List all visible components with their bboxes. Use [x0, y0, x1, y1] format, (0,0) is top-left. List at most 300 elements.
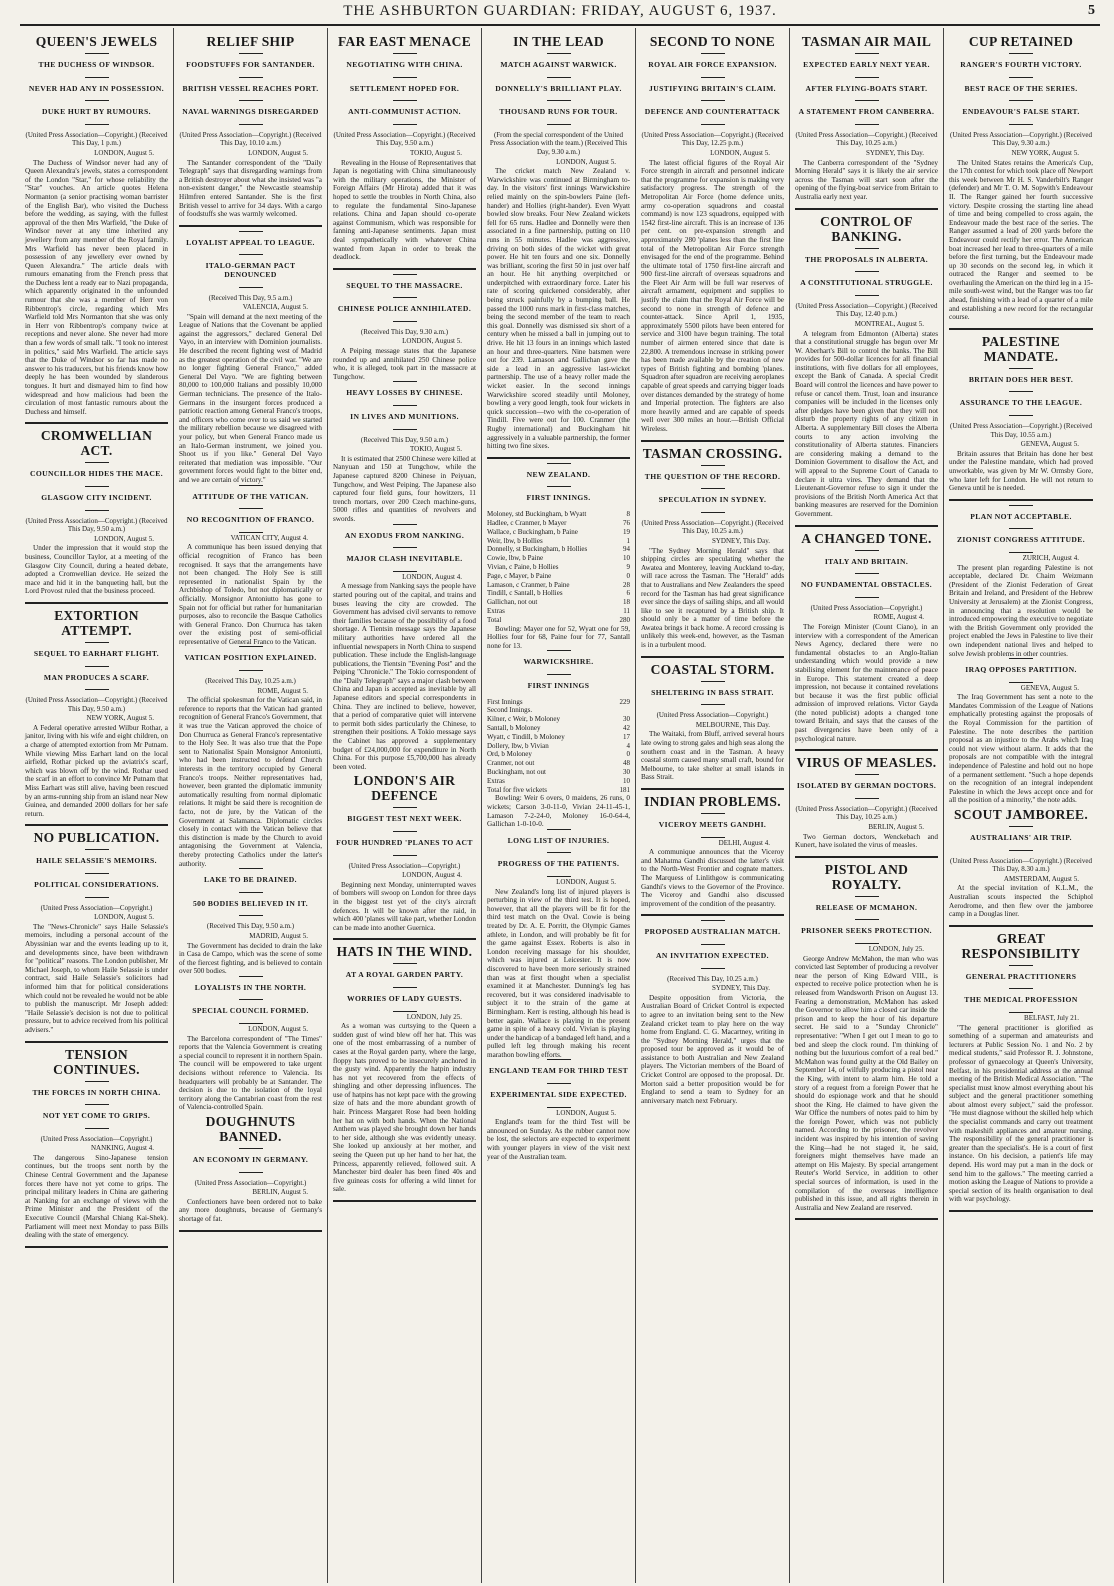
headline: QUEEN'S JEWELS [35, 34, 158, 49]
score-row [487, 607, 630, 616]
scoreboard-title: FIRST INNINGS. [526, 493, 591, 503]
headline: TASMAN CROSSING. [642, 445, 783, 461]
batsman: Weir, lbw, b Hollies [487, 536, 543, 545]
separator-rule [701, 704, 725, 705]
article-body: The cricket match New Zealand v. Warwickshire was continued at Birmingham to-day. In the visitors' first innings Warwickshire relied mainly on the spin-bowlers Paine (left-hander) and Hollies (right-hander). Even Wyatt bowled slow breaks. Four New Zealand wickets fell for 65 runs. Hadlee and Donnelly were then associated in a fine partnership, putting on 110 runs in 55 minutes. Hadlee was aggressive, driving on both sides of the wicket with great power. He hit ten fours and one six. Donnelly was brilliant, scoring the first 50 in just over half an hour. He hit anything overpitched or underpitched with extraordinary force. Later his rate of scoring quickened considerably, after being struck painfully by a bumping ball. He passed the 1000 runs mark in first-class matches, being the second member of the team to reach this goal. Donnelly was dismissed six short of a century when he missed a ball in jumping out to drive. He hit 13 fours in an innings which lasted an hour and three-quarters. Nine batsmen were out for 239. Lamason and Gallichan gave the side a lead in an aggressive last-wicket partnership. The use of a heavy roller made the wicket easier. In the second innings Warwickshire scored steadily until Moloney, bowling a very good length, took four wickets in quick succession—two with the co-operation of Tindill. Five were out for 100. Cranmer (the Rugby international) and Buckingham hit aggressively in a valuable partnership, the former hitting two fine sixes. [487, 167, 630, 451]
subheadline: NEW ZEALAND. [526, 469, 591, 479]
subheadline: LOYALISTS IN THE NORTH. [194, 982, 307, 992]
headline: NO PUBLICATION. [33, 830, 160, 846]
subheadline: JUSTIFYING BRITAIN'S CLAIM. [649, 83, 776, 93]
article [949, 931, 1093, 1212]
wire-credit: (United Press Association—Copyright.) [194, 1178, 307, 1187]
dateline: LONDON, August 5. [94, 913, 154, 922]
score-row [487, 706, 630, 715]
article-body: Under the impression that it would stop the business, Councillor Taylor, at a meeting of the Glasgow City Council, during a heated debate, adopted a Cromwellian device. He seized the mace and hid it in the banqueting hall, but the Lord Provost ruled that the business proceed. [25, 544, 168, 596]
headline: VIRUS OF MEASLES. [796, 755, 937, 771]
runs: 6 [626, 589, 630, 598]
dateline: TOKIO, August 5. [410, 148, 462, 157]
separator-rule [1009, 100, 1033, 101]
article-body: At the special invitation of K.L.M., the Australian scouts inspected the Schiphol Aerodrome, and then flew over the jamboree camp in a Douglas liner. [949, 884, 1093, 919]
separator-rule [855, 124, 879, 125]
subheadline: LOYALIST APPEAL TO LEAGUE. [186, 237, 315, 247]
separator-rule [855, 597, 879, 598]
subheadline: A CONSTITUTIONAL STRUGGLE. [800, 278, 933, 288]
separator-rule [855, 271, 879, 272]
dateline: AMSTERDAM, August 5. [1003, 874, 1079, 883]
separator-rule [855, 896, 879, 897]
article-body: The Foreign Minister (Count Ciano), in an interview with a correspondent of the American News Agency, declared there were no fundamental obstacles to an Anglo-Italian understanding which would provide a new stabilising element for the maintenance of peace in Europe. This statement created a deep impression, not because it contained revelations but because it was the first public official admission of improved relations. Victor Gayda (the noted publicist) adopts a changed tone toward Britain, and says that the causes of the past divergencies have been only of a psychological nature. [795, 622, 938, 743]
dateline: LONDON, August 4. [402, 871, 462, 880]
wire-credit: (United Press Association—Copyright.) (Received This Day, 10.10 a.m.) [179, 130, 322, 148]
subheadline: NO RECOGNITION OF FRANCO. [186, 515, 315, 525]
article [179, 1114, 322, 1232]
subheadline: ITALO-GERMAN PACT DENOUNCED [205, 261, 296, 279]
separator-rule [701, 488, 725, 489]
story-divider [641, 914, 784, 916]
separator-rule [85, 689, 109, 690]
score-row [487, 563, 630, 572]
separator-rule [393, 124, 417, 125]
separator-rule [85, 124, 109, 125]
subheadline: ISOLATED BY GERMAN DOCTORS. [796, 781, 937, 791]
article-body: The official spokesman for the Vatican said, in reference to reports that the Vatican had granted recognition of General Franco's Government, that it was true the Vatican approved the choice of Don Churruca as General Franco's representative to the Holy See. It was also true that the Pope sent to Nationalist Spain Monsignor Antoniutti, who had been instructed to defend Church interests in the territory occupied by General Franco's troops. Neither representatives had, however, been granted the diplomatic immunity automatically resulting from normal diplomatic relations. It might be said there is recognition de facto, not de jure, by the Vatican of the Government at Salamanca. Diplomatic circles closely in contact with the Vatican believe that this distinction is made by the Church to avoid antagonising the Government at Valencia, thereby protecting Catholics under the latter's authority. [179, 696, 323, 868]
score-row [487, 537, 630, 546]
subheadline: THE DUCHESS OF WINDSOR. [38, 60, 155, 69]
subheadline: ITALY AND BRITAIN. [824, 556, 909, 566]
subheadline: ZIONIST CONGRESS ATTITUDE. [956, 535, 1086, 545]
article [179, 485, 322, 647]
article-body: A communique announces that the Viceroy and Mahatma Gandhi discussed the latter's visit to the North-West Frontier and cognate matters. The Marquess of Linlithgow is communicating Gandhi's views to the Governor of the Province. The Viceroy and Gandhi also discussed improvement of the condition of the peasantry. [641, 848, 784, 908]
subheadline: PLAN NOT ACCEPTABLE. [970, 511, 1072, 521]
batsman: Cranmer, not out [487, 759, 535, 768]
separator-rule [701, 77, 725, 78]
score-row [487, 724, 630, 733]
article [25, 1047, 168, 1248]
dateline: LONDON, August 5. [556, 157, 616, 166]
dateline: SYDNEY, This Day. [865, 148, 924, 157]
separator-rule [855, 248, 879, 249]
story-divider [795, 856, 938, 858]
separator-rule [239, 124, 263, 125]
dateline: ZURICH, August 4. [1022, 553, 1079, 562]
article-body: A telegram from Edmonton (Alberta) states that a constitutional struggle has begun over Mr W. Aberhart's Bill to control the banks. The Bill provides for 500-dollar licences for all financial institutions, with five dollars for all employees, except the Bank of Canada. A special Credit Board will control the licences and have power to refuse or cancel them. Trust, loan and insurance companies will be included in the licenses only after pledges have been given that they will not disturb the property rights of any citizen in Alberta. A supplementary Bill closes the Alberta courts to any action involving the constitutionality of Alberta statutes. Financiers are considering making a demand to the Dominion Government to disallow the Act, and will appeal to the Supreme Court of Canada to declare it ultra vires. They demand that the Lieutenant-Governor refuse to sign it under the provisions of the British North America Act that banking measures are reserved for the Dominion Government. [795, 329, 938, 518]
separator-rule [701, 944, 725, 945]
separator-rule [701, 512, 725, 513]
dateline: MELBOURNE, This Day. [695, 720, 770, 729]
subheadline: NEVER HAD ANY IN POSSESSION. [28, 83, 165, 93]
separator-rule [239, 532, 263, 533]
story-divider [25, 422, 168, 424]
subheadline: THOUSAND RUNS FOR TOUR. [499, 107, 618, 117]
subheadline: BEST RACE OF THE SERIES. [964, 83, 1078, 93]
article [333, 944, 476, 1202]
subheadline: BRITAIN DOES HER BEST. [968, 374, 1074, 384]
separator-rule [393, 1011, 417, 1012]
article-body: The latest official figures of the Royal Air Force strength in aircraft and personnel indicate that the programme for expansion is making very satisfactory progress. The strength of the Metropolitan Air Force (home defence units, army co-operation squadrons and coastal command) is now 123 squadrons, equipped with 1542 first-line aircraft. This is an increase of 136 per cent. on pre-expansion strength and approximately 280 'planes less than the first line total of the Metropolitan Air Force strength envisaged for the end of the programme. Behind the ultimate total of 1750 first-line aircraft and 900 first-line aircraft of overseas squadrons and the Fleet Air Arm will be full war reserves of aircraft armament, equipment and supplies to justify the claim that the Royal Air Force will be second to none in strength of defence and counter-attack. Since April 1, 1935, approximately 5500 pilots have been entered for service and 3100 have begun training. The total number of airmen entered since that date is 22,800. A tremendous increase in striking power has been made available by the creation of new types of British fighting and bombing 'planes. Squadron after squadron are receiving aeroplanes capable of great speeds and carrying bigger loads over distances demanded by the strategy of home and Imperial protection. The fighters are also more heavily armed and are capable of speeds well over 300 miles an hour.—British Official Wireless. [641, 158, 784, 433]
separator-rule [1009, 77, 1033, 78]
subheadline: ROYAL AIR FORCE EXPANSION. [648, 60, 777, 69]
story-divider [949, 499, 1093, 501]
score-row [487, 589, 630, 598]
scoreboard-title: FIRST INNINGS [527, 680, 590, 690]
subheadline: FOUR HUNDRED 'PLANES TO ACT [336, 838, 473, 847]
dateline: SYDNEY, This Day. [711, 984, 770, 993]
subheadline: THE FORCES IN NORTH CHINA. [32, 1087, 161, 1097]
separator-rule [855, 100, 879, 101]
article-body: New Zealand's long list of injured players is perturbing in view of the third test. It is hoped, however, that all the players will be fit for the third test match on the Oval. Cowie is being treated by Dr. A. E. Porritt, the Olympic Games athlete, in London, and will probably be fit for the game against Essex. Roberts is also in London receiving massage for his shoulder, which was injured at Leicester. It is now discovered to have been more seriously strained than was at first thought when a specialist examined it at Manchester. Dunning's leg has recovered, but it was considered inadvisable to subject it to the strain of the game at Birmingham. Kerr is resting, although his head is better again. Wallace is playing in the present game in spite of a heavy cold. Vivian is playing under the handicap of a bandaged left hand, and a pulled left leg through making his recent marathon bowling efforts. [487, 887, 630, 1059]
story-divider [949, 328, 1093, 330]
article-body: The Duchess of Windsor never had any of Queen Alexandra's jewels, states a correspondent of the London "Star," for whose reliability the "Star" vouches. An article quotes Helena Normanton (a senior practising woman barrister of the English Bar), who visited the Duchess before the wedding, as saying, with the fullest approval of the then Mrs Warfield, "the Duke of Windsor never at any time inherited any jewellery from any member of the Royal family. Mrs Warfield has never been placed in possession of any jewellery ever owned by Queen Alexandra." The article deals with rumours emanating from the French press that the Duchess lent a ready ear to Nazi propaganda, which apparently originated in the unfounded rumour that she was a member of Herr von Ribbentrop's circle, regarding which Mrs Warfield told Mrs Normanton that she was only in Herr von Ribbentrop's company twice at receptions and never alone. She never had more than a few words of small talk. "I took no interest in politics," said Mrs Warfield. The article says that the Duke of Windsor so far has made no answer to his traducers, but his friends know how deeply he has been wounded by slanderous tongues. It hurt and dismayed him to find how widespread and how malicious had been the circulation of most fantastic rumours about the Duchess and himself. [25, 158, 168, 416]
runs: 76 [623, 518, 630, 527]
separator-rule [239, 485, 263, 486]
article-body: As a woman was curtsying to the Queen a sudden gust of wind blew off her hat. This was one of the most embarrassing of a number of cases at the Royal garden party, where the large, floppy hats proved to be insecurely anchored in the gusty wind. Apparently the hatpin industry has not yet recovered from the effects of shingling and other depressing influences. The use of hatpins has not kept pace with the growing size of hats and the more abundant growth of hair. Princess Margaret Rose had been holding her hat on with both hands. When the National Anthem was played she brought down her hands to her side, although she was evidently uneasy. She looked up anxiously at her mother, and seeing the Queen put up her hand to her hat, the Princess, apparently relieved, followed suit. A Manchester bird dealer has been fined 40s and five guineas costs for offering a wild linnet for sale. [333, 1022, 476, 1194]
runs: 0 [626, 750, 630, 759]
runs: 18 [623, 598, 630, 607]
runs: 4 [626, 741, 630, 750]
separator-rule [701, 124, 725, 125]
headline: TENSION CONTINUES. [53, 1046, 140, 1077]
separator-rule [239, 1172, 263, 1173]
score-row [487, 777, 630, 786]
separator-rule [547, 1059, 571, 1060]
score-row [487, 759, 630, 768]
batsman: Dollery, lbw, b Vivian [487, 741, 549, 750]
page-number: 5 [1088, 3, 1096, 18]
dateline: BERLIN, August 5. [252, 1188, 308, 1197]
wire-credit: (United Press Association—Copyright.) (Received This Day, 1 p.m.) [25, 130, 168, 148]
dateline: LONDON, August 5. [556, 1108, 616, 1117]
separator-rule [1009, 528, 1033, 529]
score-row [487, 616, 630, 625]
score-row [487, 519, 630, 528]
batsman: Page, c Mayer, b Paine [487, 571, 552, 580]
separator-rule [239, 976, 263, 977]
article [179, 646, 322, 868]
batsman: Cowie, lbw, b Paine [487, 554, 544, 563]
subheadline: SPECULATION IN SYDNEY. [658, 495, 767, 505]
dateline: NEW YORK, August 5. [1011, 148, 1079, 157]
batsman: Santall, b Moloney [487, 724, 541, 733]
subheadline: LAKE TO BE DRAINED. [204, 875, 297, 885]
score-row [487, 510, 630, 519]
score-row [487, 698, 630, 707]
article-body: The present plan regarding Palestine is not acceptable, declared Dr. Chaim Weizmann (President of the Zionist Federation of Great Britain and Ireland, and President of the Hebrew University at Jerusalem) at the Zionist Congress, in announcing that a resolution would be introduced empowering the executive to negotiate with the British Government only provided the project enabled the Jews in Palestine to live their own independent national lives and helped to solve Jewish problems in other countries. [949, 563, 1093, 658]
separator-rule [393, 547, 417, 548]
separator-rule [547, 77, 571, 78]
article-body: George Andrew McMahon, the man who was convicted last September of producing a revolver near the person of King Edward VIII., is expected to receive police protection when he is released from Wandsworth Prison on August 13. Fearing a demonstration, McMahon has asked the Governor to allow him a closed car inside the prison and to keep the hour of his departure secret. He said to a "Sunday Chronicle" representative: "When I get out I mean to go to bed and sleep the clock round. I'm thinking of nothing but the luxurious comfort of a real bed." McMahon was found guilty at the Old Bailey on September 14, of wilfully producing a pistol near the King, with intent to alarm him. He told a story of a request from a foreign Power that he should do espionage work and that he should shoot the King. He claimed to have given the War Office the numbers of notes paid to him by the foreign Power, which was not publicly named. According to the prisoner, the revolver incident was inspired by his intention of saving the King—had he not staged it, he said, foreigners might themselves have made an attempt on His Majesty. By special arrangement Reuter's World Service, in addition to other special sources of information, is used in the compilation of the overseas intelligence published in this issue, and all rights therein in Australia and New Zealand are reserved. [795, 954, 938, 1212]
separator-rule [393, 53, 417, 54]
article-body: A message from Nanking says the people have started pouring out of the capital, and trains and buses leaving the city are crowded. The Government has advised civil servants to remove their families because of the possibility of a food shortage. A Tientsin message says the Japanese military authorities have ordered all the influential newspapers in North China to suspend publication. These include the English-language publications, the Tientsin "Evening Post" and the Peiping "Chronicle." The Tokio correspondent of the "Daily Telegraph" says a major clash between China and Japan is accepted as inevitable by all Japanese editors and special correspondents in China. They are inclined to believe, however, that a period of comparative quiet will intervene to permit both sides particularly the Chinese, to strengthen their positions. A Tokio message says the Cabinet has approved a supplementary budget of £24,000,000 for expenditure in North China. For this purpose £5,700,000 has already been voted. [333, 582, 476, 771]
subheadline: MAJOR CLASH INEVITABLE. [346, 554, 463, 564]
runs: 17 [623, 732, 630, 741]
separator-rule [855, 943, 879, 944]
dateline: GENEVA, August 5. [1020, 440, 1079, 449]
dateline: TOKIO, August 5. [410, 445, 462, 454]
story-divider [333, 268, 476, 270]
headline: CONTROL OF BANKING. [820, 213, 913, 244]
wire-credit: (United Press Association—Copyright.) (Received This Day, 12.40 p.m.) [795, 301, 938, 319]
subheadline: PROGRESS OF THE PATIENTS. [497, 859, 620, 869]
separator-rule [701, 813, 725, 814]
score-row [487, 545, 630, 554]
dateline: BELFAST, July 21. [1024, 1013, 1079, 1022]
headline: SCOUT JAMBOREE. [953, 807, 1089, 822]
separator-rule [393, 100, 417, 101]
subheadline: WARWICKSHIRE. [523, 657, 594, 667]
separator-rule [393, 297, 417, 298]
story-divider [333, 938, 476, 940]
article-body: "The general practitioner is glorified as something of a superman and amateurists and lecturers at Public Session No. 1 and No. 2 by medical students," said Professor R. J. Johnstone, professor of gynaecology at Queen's University, Belfast, in his presidential address at the annual meeting of the British Medical Association. "The specialist must know almost everything about his subject and the general practitioner something about almost every subject," said the professor. "He must diagnose without the skilled help which the specialist commands and carry out treatment with makeshift appliances and amateur nursing. The responsibility of the general practitioner is greater than the specialist's. He is a court of first instance. On his decision, a patient's life may depend. His word may put a man in the dock or send him to the gallows." The meeting carried a motion asking the League of Nations to provide a special section of its health organisation to deal with war psychology. [949, 1023, 1093, 1204]
subheadline: NOT YET COME TO GRIPS. [42, 1111, 151, 1121]
wire-credit: (Received This Day, 9.30 a.m.) [360, 327, 449, 336]
separator-rule [85, 849, 109, 850]
subheadline: EXPERIMENTAL SIDE EXPECTED. [490, 1090, 627, 1100]
headline: INDIAN PROBLEMS. [644, 794, 781, 809]
separator-rule [701, 465, 725, 466]
separator-rule [1009, 505, 1033, 506]
separator-rule [1009, 658, 1033, 659]
separator-rule [239, 100, 263, 101]
article [179, 976, 322, 1112]
separator-rule [701, 968, 725, 969]
article-body: Despite opposition from Victoria, the Australian Board of Cricket Control is expected to agree to an invitation being sent to the New Zealand cricket team to play here on the way home from England. C. G. Macartney, writing in the "Sydney Morning Herald," urges that the proposed tour be approved as it would be of assistance to both Australian and New Zealand players. The Victorian members of the Board of Cricket Control are opposed to the proposal. Dr. Morton said a better proposition would be for England to send a team to Sydney for an anniversary match next February. [641, 993, 784, 1105]
article [25, 34, 168, 424]
article [949, 807, 1093, 927]
batsman: Total [487, 615, 502, 624]
wire-credit: (Received This Day, 9.50 a.m.) [360, 435, 449, 444]
separator-rule [393, 987, 417, 988]
article [795, 755, 938, 858]
subheadline: WORRIES OF LADY GUESTS. [347, 993, 462, 1003]
subheadline: 500 BODIES BELIEVED IN IT. [192, 898, 309, 908]
article-body: The Santander correspondent of the "Daily Telegraph" says that disregarding warnings from a British destroyer about what she insisted was "a non-existent danger," the Newcastle steamship Hilmfren entered Santander. She is the first British vessel to arrive for 34 days. With a cargo of foodstuffs she was warmly welcomed. [179, 158, 322, 219]
separator-rule [1009, 124, 1033, 125]
article-body: Britain assures that Britain has done her best under the Palestine mandate, which had proved unworkable, was given by Mr W. Ormsby Gore, who later left for London. He will not return to Geneva until he is needed. [949, 449, 1093, 493]
wire-credit: (United Press Association—Copyright.) (Received This Day, 10.25 a.m.) [795, 804, 938, 822]
story-divider [641, 440, 784, 442]
subheadline: NO FUNDAMENTAL OBSTACLES. [800, 580, 933, 590]
subheadline: ENGLAND TEAM FOR THIRD TEST [488, 1066, 629, 1076]
wire-credit: (United Press Association—Copyright.) [656, 711, 769, 720]
subheadline: THE PROPOSALS IN ALBERTA. [804, 254, 929, 264]
batsman: Extras [487, 776, 505, 785]
separator-rule [855, 53, 879, 54]
wire-credit: (Received This Day, 9.5 a.m.) [208, 293, 293, 302]
story-divider [641, 656, 784, 658]
headline: A CHANGED TONE. [801, 530, 932, 546]
article-body: It is estimated that 2500 Chinese were killed at Nanyuan and 150 at Tungchow, while the Japanese captured 8200 Chinese in Peiyuan, Tungchow, and West Peiping. The Japanese also captured four field guns, four howitzers, 11 trench mortars, over 200 Czech machine-guns, 5000 rifles and quantities of revolvers and swords. [333, 454, 476, 523]
subheadline: HEAVY LOSSES BY CHINESE. [346, 388, 463, 398]
masthead [20, 0, 1100, 22]
dateline: ROME, August 5. [257, 686, 308, 695]
separator-rule [393, 524, 417, 525]
batsman: Wallace, c Buckingham, b Paine [487, 527, 578, 536]
article [487, 829, 630, 1060]
subheadline: FOODSTUFFS FOR SANTANDER. [186, 60, 315, 69]
article [795, 214, 938, 527]
headline: SECOND TO NONE [649, 34, 776, 49]
subheadline: ENDEAVOUR'S FALSE START. [962, 107, 1080, 117]
article [949, 658, 1093, 805]
separator-rule [239, 915, 263, 916]
batsman: Vivian, c Paine, b Hollies [487, 562, 559, 571]
separator-rule [85, 1128, 109, 1129]
score-row [487, 733, 630, 742]
wire-credit: (United Press Association—Copyright.) (Received This Day, 9.50 a.m.) [25, 516, 168, 534]
separator-rule [1009, 391, 1033, 392]
subheadline: GENERAL PRACTITIONERS [965, 971, 1077, 981]
wire-credit: (United Press Association—Copyright.) (Received This Day, 9.50 a.m.) [25, 696, 168, 713]
article-body: The "News-Chronicle" says Haile Selassie's memoirs, including a personal account of the Abyssinian war and the events leading up to it, and developments since, have been withdrawn for "political" reasons. The London publisher, Mr Michael Joseph, to whom Haile Selassie is under contract, said Haile Selassie's solicitors had informed him that for political considerations which could not be revealed he would not be able to publish the manuscript. Mr Joseph added: "Haile Selassie's decision is not due to political pressure, but to advice received from his political advisers." [25, 922, 168, 1034]
separator-rule [85, 462, 109, 463]
article-body: Two German doctors, Wenckebach and Kunert, have isolated the virus of measles. [795, 832, 938, 850]
article [487, 34, 630, 459]
separator-rule [1009, 988, 1033, 989]
batsman: Gallichan, not out [487, 598, 538, 607]
separator-rule [393, 831, 417, 832]
batsman: Buckingham, not out [487, 768, 546, 777]
separator-rule [1009, 53, 1033, 54]
separator-rule [393, 321, 417, 322]
subheadline: DONNELLY'S BRILLIANT PLAY. [495, 83, 622, 93]
separator-rule [85, 666, 109, 667]
separator-rule [85, 1104, 109, 1105]
column [482, 28, 636, 1583]
separator-rule [547, 650, 571, 651]
dateline: SYDNEY, This Day. [711, 536, 770, 545]
article [25, 428, 168, 604]
subheadline: AN ECONOMY IN GERMANY. [192, 1155, 309, 1164]
separator-rule [855, 77, 879, 78]
subheadline: DEFENCE AND COUNTERATTACK [644, 107, 781, 117]
article-body: England's team for the third Test will be announced on Sunday. As the rubber cannot now be lost, the selectors are expected to experiment with younger players in view of the visit next year of the Australian team. [487, 1118, 630, 1161]
batsman: Hadlee, c Cranmer, b Mayer [487, 518, 567, 527]
article [333, 524, 476, 772]
article [333, 34, 476, 270]
separator-rule [547, 124, 571, 125]
article [641, 794, 784, 916]
story-divider [949, 925, 1093, 927]
separator-rule [85, 100, 109, 101]
runs: 10 [623, 554, 630, 563]
subheadline: SPECIAL COUNCIL FORMED. [192, 1006, 309, 1016]
wire-credit: (United Press Association—Copyright.) (Received This Day, 10.25 a.m.) [641, 518, 784, 536]
separator-rule [85, 873, 109, 874]
batsman: Lamason, c Cranmer, b Paine [487, 580, 570, 589]
subheadline: IRAQ OPPOSES PARTITION. [965, 665, 1077, 675]
article-body: Revealing in the House of Representatives that Japan is negotiating with China simultaneously with the military operations, the Minister of Foreign Affairs (Mr Hirota) added that it was hoped to settle the troubles in North China, also to regulate the fundamental Sino-Japanese relations. China and Japan should co-operate against Communism, which was responsible for fanning anti-Japanese sentiments. Japan must deal sympathetically with whatever China wanted from Japan in order to break the deadlock. [333, 158, 476, 262]
separator-rule [239, 254, 263, 255]
column [328, 28, 482, 1583]
separator-rule [1009, 552, 1033, 553]
separator-rule [239, 646, 263, 647]
dateline: MADRID, August 5. [249, 931, 308, 940]
article [949, 505, 1093, 658]
dateline: NEW YORK, August 5. [86, 714, 154, 723]
article [487, 1059, 630, 1161]
article [641, 446, 784, 658]
story-divider [25, 824, 168, 826]
article-body: "The Sydney Morning Herald" says that shipping circles are speculating whether the Awatea and Monterey, leaving Auckland to-day, will race across the Tasman. The "Herald" adds that to Australians and New Zealanders the speed record for the Tasman has had great significance ever since the days of sailing ships, and all would like to see it recaptured by a British ship. It should only be a matter of time before the Awatea brings it back home. A record crossing is unlikely this week-end, however, as the Tasman is in a turbulent mood. [641, 546, 784, 650]
separator-rule [239, 77, 263, 78]
subheadline: AUSTRALIANS' AIR TRIP. [970, 833, 1072, 842]
story-divider [641, 788, 784, 790]
article [795, 862, 938, 1221]
story-divider [795, 208, 938, 210]
dateline: LONDON, August 5. [248, 1025, 308, 1034]
separator-rule [547, 876, 571, 877]
runs: 0 [626, 571, 630, 580]
wire-credit: (Received This Day, 10.25 a.m.) [667, 974, 758, 983]
dateline: NANKING, August 4. [91, 1144, 154, 1153]
headline: TASMAN AIR MAIL [801, 34, 932, 49]
headline: COASTAL STORM. [650, 661, 775, 677]
masthead-rule [20, 24, 1100, 26]
headline: CROMWELLIAN ACT. [40, 428, 153, 459]
separator-rule [855, 550, 879, 551]
separator-rule [239, 999, 263, 1000]
runs: 9 [626, 562, 630, 571]
subheadline: ANTI-COMMUNIST ACTION. [348, 107, 461, 117]
separator-rule [701, 681, 725, 682]
article [487, 463, 630, 651]
score-row [487, 786, 630, 795]
headline: DOUGHNUTS BANNED. [205, 1114, 296, 1144]
article [795, 34, 938, 210]
subheadline: IN LIVES AND MUNITIONS. [350, 412, 459, 422]
separator-rule [393, 77, 417, 78]
separator-rule [547, 463, 571, 464]
wire-credit: (United Press Association—Copyright.) (Received This Day, 10.55 a.m.) [950, 422, 1092, 439]
article-body: The Canberra correspondent of the "Sydney Morning Herald" says it is likely the air service across the Tasman will start soon after the opening of the flying-boat service from Britain to Australia early next year. [795, 158, 938, 201]
separator-rule [1009, 682, 1033, 683]
dateline: LONDON, August 5. [248, 148, 308, 157]
separator-rule [239, 508, 263, 509]
story-divider [25, 1246, 168, 1248]
headline: RELIEF SHIP [206, 34, 295, 49]
subheadline: RELEASE OF MCMAHON. [815, 902, 918, 912]
article-body: A communique has been issued denying that official recognition of Franco has been recognised. It says that the arrangements have not been changed. The Holy See is still represented in nationalist Spain by the Archbishop of Toledo, but not diplomatically or officially. Monsignor Antoniutto has gone to Spain not for official but rather for humanitarian purposes, also to reconcile the Basque Catholics with General Franco. Don Churruca has taken over the existing post of semi-official representative of General Franco to the Vatican. [179, 543, 322, 646]
dateline: GENEVA, August 5. [1020, 683, 1079, 692]
separator-rule [855, 774, 879, 775]
separator-rule [239, 868, 263, 869]
separator-rule [1009, 415, 1033, 416]
separator-rule [547, 674, 571, 675]
wire-credit: (From the special correspondent of the United Press Association with the team.) (Received This Day, 9.30 a.m.) [489, 130, 628, 156]
runs: 8 [626, 510, 630, 519]
subheadline: LONG LIST OF INJURIES. [507, 835, 610, 845]
separator-rule [393, 274, 417, 275]
article [179, 868, 322, 976]
article-body: A Peiping message states that the Japanese rounded up and annihilated 250 Chinese police who, it is alleged, took part in the massacre at Tungchow. [333, 347, 476, 381]
subheadline: SHELTERING IN BASS STRAIT. [651, 687, 774, 697]
subheadline: COUNCILLOR HIDES THE MACE. [29, 469, 164, 479]
wire-credit: (Received This Day, 10.25 a.m.) [205, 677, 296, 686]
headline: IN THE LEAD [513, 34, 604, 49]
batsman: Second Innings. [487, 706, 533, 715]
wire-credit: (United Press Association—Copyright.) (Received This Day, 9.50 a.m.) [333, 130, 476, 148]
separator-rule [239, 231, 263, 232]
wire-credit: (United Press Association—Copyright.) (Received This Day, 10.25 a.m.) [795, 130, 938, 148]
dateline: MONTREAL, August 5. [854, 319, 924, 328]
article-body: The dangerous Sino-Japanese tension continues, but the troops sent north by the Chinese Central Government and the Japanese forces there have not yet come to grips. The principal military leaders in China are gathering at Nanking for an exchange of views with the Prime Minister and the President of the Executive Council (Marshal Chiang Kai-Shek). Parliament will meet next Monday to pass Bills dealing with the state of emergency. [25, 1153, 168, 1240]
subheadline: SEQUEL TO EARHART FLIGHT. [33, 648, 160, 658]
batsman: Wyatt, c Tindill, b Moloney [487, 732, 565, 741]
article [179, 34, 322, 227]
headline: EXTORTION ATTEMPT. [54, 607, 139, 638]
story-divider [949, 1210, 1093, 1212]
runs: 1 [626, 536, 630, 545]
